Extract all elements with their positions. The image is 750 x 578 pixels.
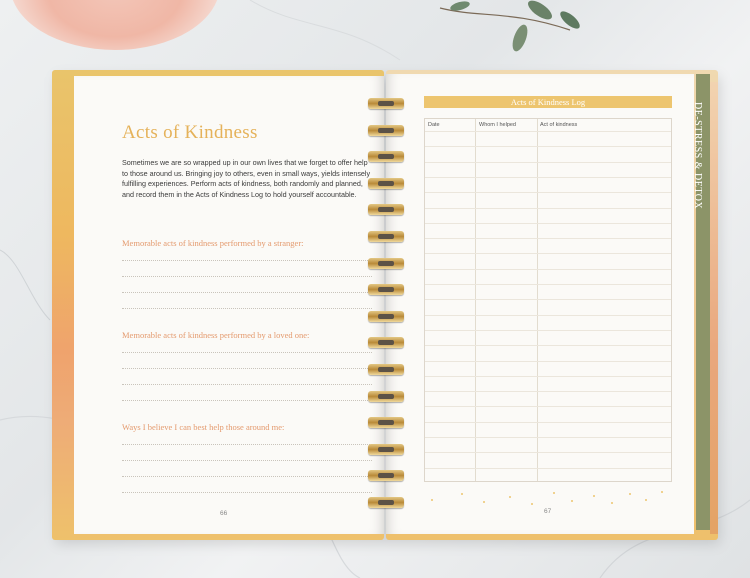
log-row-line <box>425 192 671 193</box>
spiral-ring <box>368 470 404 481</box>
cover-edge <box>710 82 718 534</box>
log-row-line <box>425 177 671 178</box>
writing-line[interactable] <box>122 260 372 261</box>
page-number-right: 67 <box>544 508 552 515</box>
log-row-line <box>425 146 671 147</box>
spiral-ring <box>368 337 404 348</box>
left-page <box>74 76 384 534</box>
log-row-line <box>425 284 671 285</box>
log-row-line <box>425 452 671 453</box>
kindness-log-table[interactable] <box>424 118 672 482</box>
log-row-line <box>425 345 671 346</box>
intro-paragraph: Sometimes we are so wrapped up in our own lives that we forget to offer help to those around us. Bringing joy to others, even in small ways, yields intensely fulfilling experiences. Perform acts of kindness, both randomly and planned, and record them in the Acts of Kindness Log to hold yourself accountable. <box>122 158 371 199</box>
writing-line[interactable] <box>122 384 372 385</box>
log-title: Acts of Kindness Log <box>424 96 672 108</box>
writing-line[interactable] <box>122 492 372 493</box>
log-row-line <box>425 376 671 377</box>
spiral-ring <box>368 204 404 215</box>
log-row-line <box>425 223 671 224</box>
spiral-ring <box>368 417 404 428</box>
log-row-line <box>425 238 671 239</box>
spiral-ring <box>368 151 404 162</box>
log-row-line <box>425 253 671 254</box>
log-row-line <box>425 299 671 300</box>
log-row-line <box>425 330 671 331</box>
spiral-ring <box>368 364 404 375</box>
log-row-line <box>425 437 671 438</box>
writing-line[interactable] <box>122 460 372 461</box>
column-header-act: Act of kindness <box>540 122 578 128</box>
log-row-line <box>425 131 671 132</box>
log-row-line <box>425 208 671 209</box>
log-row-line <box>425 391 671 392</box>
prompt-stranger: Memorable acts of kindness performed by a stranger: <box>122 238 304 248</box>
spiral-ring <box>368 284 404 295</box>
log-row-line <box>425 269 671 270</box>
page-number-left: 66 <box>220 510 228 517</box>
spiral-ring <box>368 497 404 508</box>
column-header-date: Date <box>428 122 440 128</box>
writing-line[interactable] <box>122 444 372 445</box>
writing-line[interactable] <box>122 476 372 477</box>
writing-line[interactable] <box>122 400 372 401</box>
spiral-ring <box>368 391 404 402</box>
spiral-ring <box>368 231 404 242</box>
writing-line[interactable] <box>122 352 372 353</box>
log-row-line <box>425 162 671 163</box>
spiral-ring <box>368 178 404 189</box>
section-tab-label: DE-STRESS & DETOX <box>692 102 703 210</box>
spiral-binding <box>368 98 408 518</box>
spiral-ring <box>368 98 404 109</box>
spiral-ring <box>368 258 404 269</box>
spiral-planner <box>52 70 718 540</box>
decorative-dots <box>422 488 672 508</box>
log-row-line <box>425 468 671 469</box>
writing-line[interactable] <box>122 368 372 369</box>
spiral-ring <box>368 311 404 322</box>
writing-line[interactable] <box>122 292 372 293</box>
eucalyptus-leaves <box>420 0 600 60</box>
writing-line[interactable] <box>122 308 372 309</box>
prompt-help-others: Ways I believe I can best help those around me: <box>122 422 285 432</box>
column-header-whom: Whom I helped <box>479 122 516 128</box>
page-title: Acts of Kindness <box>122 122 258 143</box>
spiral-ring <box>368 125 404 136</box>
log-row-line <box>425 422 671 423</box>
spiral-ring <box>368 444 404 455</box>
writing-line[interactable] <box>122 276 372 277</box>
log-row-line <box>425 406 671 407</box>
log-row-line <box>425 361 671 362</box>
log-row-line <box>425 315 671 316</box>
prompt-loved-one: Memorable acts of kindness performed by a loved one: <box>122 330 310 340</box>
